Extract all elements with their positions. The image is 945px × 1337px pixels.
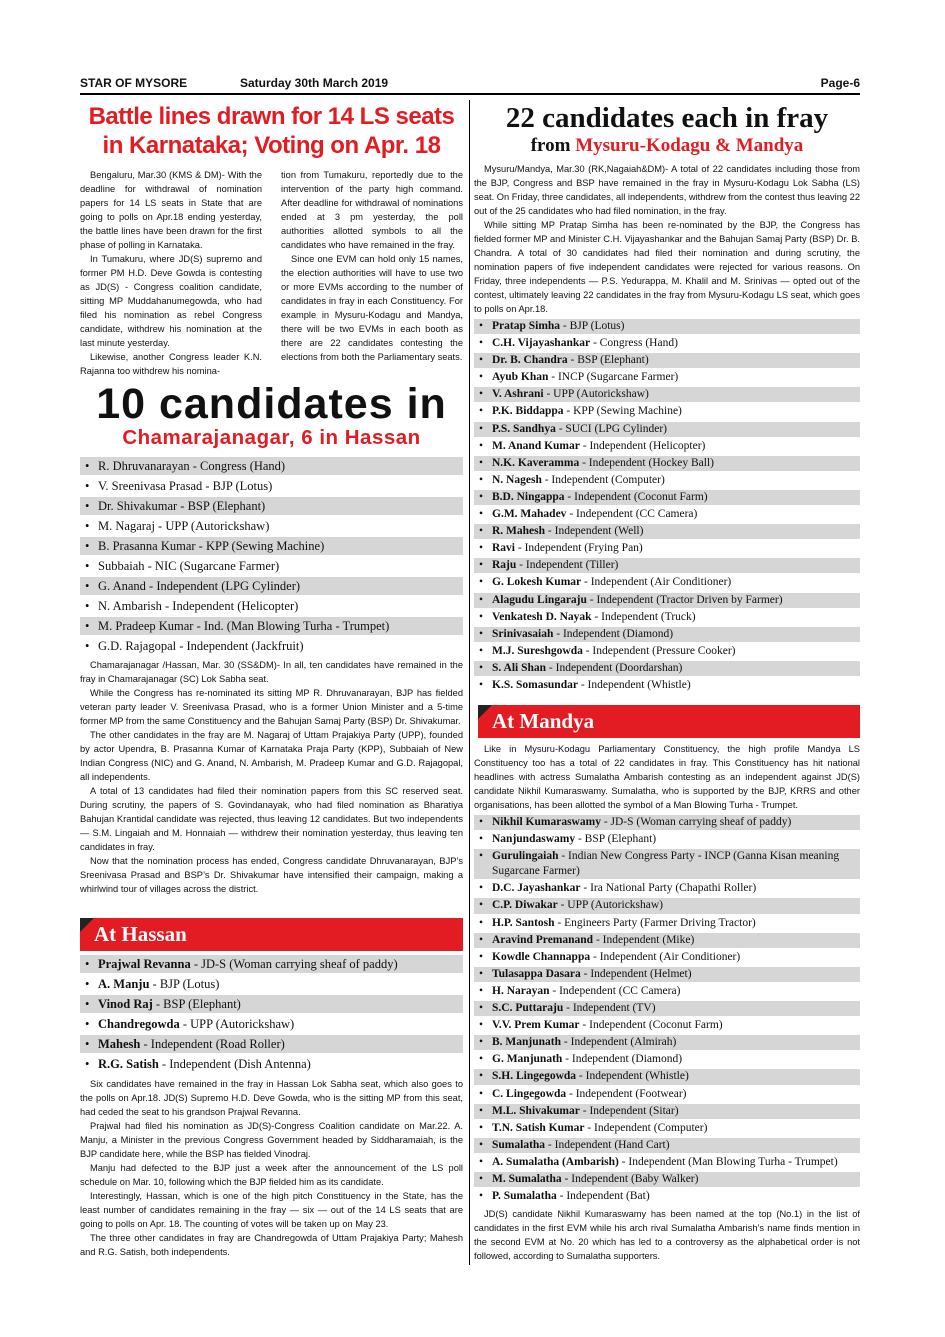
paragraph: Bengaluru, Mar.30 (KMS & DM)- With the deadline for withdrawal of nomination papers for 14 LS seats in State that are going to polls on Apr.18 ending yesterday, the battle lines have been drawn for the first phase of polling in Karnataka. xyxy=(80,170,262,250)
battle-headline-line1: Battle lines drawn for 14 LS seats xyxy=(88,103,455,130)
candidate-item xyxy=(474,439,860,454)
mandya-closing xyxy=(474,1207,860,1263)
candidate-party-symbol: - INCP (Sugarcane Farmer) xyxy=(548,371,679,384)
candidate-item: • G.D. Rajagopal - Independent (Jackfruit) xyxy=(80,637,463,655)
candidate-item xyxy=(474,984,860,999)
candidate-item: • V. Sreenivasa Prasad - BJP (Lotus) xyxy=(80,477,463,495)
paragraph: A total of 13 candidates had filed their nomination papers from this SC reserved seat. During scrutiny, the papers of S. Govindanayak, who had filed nomination as Bharatiya Bahujan Krantidal candidate was rejected, thus leaving 12 candidates. But two independents — S.M. Lingaiah and M. Honnaiah — withdrew their nomination yesterday, thus leaving ten candidates in fray. xyxy=(80,786,463,852)
candidate-name: Raju xyxy=(492,559,517,572)
candidate-item: • M. Nagaraj - UPP (Autorickshaw) xyxy=(80,517,463,535)
candidate-party-symbol: - Congress (Hand) xyxy=(590,337,678,350)
candidate-name: D.C. Jayashankar xyxy=(492,882,581,895)
candidate-party-symbol: - Independent (Diamond) xyxy=(562,1053,683,1066)
candidate-party-symbol: - SUCI (LPG Cylinder) xyxy=(555,422,667,435)
candidate-name: Sumalatha xyxy=(492,1138,546,1151)
candidate-item: • B. Prasanna Kumar - KPP (Sewing Machine) xyxy=(80,537,463,555)
candidate-item xyxy=(474,678,860,693)
candidate-item xyxy=(474,353,860,368)
candidate-item xyxy=(474,832,860,847)
candidate-party-symbol: - Independent (Man Blowing Turha - Trumpet) xyxy=(618,1155,838,1168)
candidate-name: Venkatesh D. Nayak xyxy=(492,610,592,623)
paragraph: Since one EVM can hold only 15 names, the election authorities will have to use two or more EVMs according to the number of candidates in fray in each Constituency. For example in Mysuru-Kodagu and Mandya, there will be two EVMs in each booth as there are 22 candidates contesting the elections from both the Parliamentary seats. xyxy=(281,254,463,362)
paragraph: Like in Mysuru-Kodagu Parliamentary Constituency, the high profile Mandya LS Constituency too has a total of 22 candidates in fray. This Constituency has hit national headlines with actress Sumalatha Ambarish contesting as an independent against JD(S) candidate Nikhil Kumaraswamy. Sumalatha, who is supported by the BJP, KRRS and other organisations, has been allotted the symbol of a Man Blowing Turha - Trumpet. xyxy=(474,744,860,810)
mandya-body xyxy=(474,742,860,812)
candidate-name: Aravind Premanand xyxy=(492,933,594,946)
candidate-party-symbol: - Independent (Whistle) xyxy=(576,1070,689,1083)
hassan-candidate-list xyxy=(80,955,463,1073)
candidate-party-symbol: - Independent (Dish Antenna) xyxy=(158,1057,311,1071)
candidate-item xyxy=(80,1055,463,1073)
candidate-party-symbol: - Independent (TV) xyxy=(563,1002,656,1015)
candidate-name: Dr. B. Chandra xyxy=(492,354,568,367)
hassan-article xyxy=(80,955,463,1259)
candidate-item xyxy=(474,456,860,471)
candidate-party-symbol: - UPP (Autorickshaw) xyxy=(179,1017,295,1031)
mysuru-article xyxy=(474,102,860,695)
paragraph: The other candidates in the fray are M. Nagaraj of Uttam Prajakiya Party (UPP), founded by actor Upendra, B. Prasanna Kumar of Karnataka Praja Party (KPP), Subbaiah of New Indian Congress (NIC) and G. Anand, N. Ambarish, M. Pradeep Kumar and G.D. Rajagopal, all independents. xyxy=(80,730,463,782)
mandya-banner-title: At Mandya xyxy=(492,709,595,733)
candidate-party-symbol: - Independent (Helmet) xyxy=(580,967,692,980)
candidate-name: C.P. Diwakar xyxy=(492,899,558,912)
candidate-name: S.H. Lingegowda xyxy=(492,1070,577,1083)
candidate-item xyxy=(474,524,860,539)
battle-body-col1 xyxy=(80,168,262,378)
candidate-item xyxy=(80,1035,463,1053)
candidate-party-symbol: - Independent (Truck) xyxy=(591,610,696,623)
candidate-name: G. Lokesh Kumar xyxy=(492,576,582,589)
candidate-party-symbol: - UPP (Autorickshaw) xyxy=(557,899,664,912)
candidate-name: M. Anand Kumar xyxy=(492,439,580,452)
hassan-banner xyxy=(80,918,463,951)
candidate-name: K.S. Somasundar xyxy=(492,678,578,691)
candidate-item xyxy=(474,644,860,659)
mandya-article xyxy=(474,742,860,1263)
candidate-name: V.V. Prem Kumar xyxy=(492,1019,580,1032)
paragraph: While the Congress has re-nominated its sitting MP R. Dhruvanarayan, BJP has fielded veteran party leader V. Sreenivasa Prasad, who is a former Union Minister and a 5-time former MP from the same Constituency and the Bahujan Samaj Party (BSP) Dr. Shivakumar. xyxy=(80,688,463,726)
candidate-item xyxy=(474,507,860,522)
candidate-party-symbol: - Independent (Air Conditioner) xyxy=(581,576,732,589)
paragraph: The three other candidates in fray are Chandregowda of Uttam Prajakiya Party; Mahesh and R.G. Satish, both independents. xyxy=(80,1233,463,1257)
banner-corner xyxy=(478,705,492,719)
mysuru-candidate-list xyxy=(474,319,860,693)
candidate-item xyxy=(80,995,463,1013)
candidate-name: Mahesh xyxy=(98,1037,141,1051)
candidate-party-symbol: - BJP (Lotus) xyxy=(149,977,220,991)
paragraph: Chamarajanagar /Hassan, Mar. 30 (SS&DM)- In all, ten candidates have remained in the fray in Chamarajanagar (SC) Lok Sabha seat. xyxy=(80,660,463,684)
candidate-item xyxy=(80,1015,463,1033)
candidate-item xyxy=(80,975,463,993)
candidate-item xyxy=(474,1018,860,1033)
candidate-name: Chandregowda xyxy=(98,1017,180,1031)
paragraph: In Tumakuru, where JD(S) supremo and former PM H.D. Deve Gowda is contesting as JD(S) - Congress coalition candidate, sitting MP Muddahanumegowda, who had filed his nomination as rebel Congress candidate, withdrew his nomination at the last minute yesterday. xyxy=(80,254,262,348)
candidate-item xyxy=(474,422,860,437)
candidate-item: • R. Dhruvanarayan - Congress (Hand) xyxy=(80,457,463,475)
candidate-party-symbol: - Independent (Coconut Farm) xyxy=(579,1019,723,1032)
candidate-party-symbol: - Independent (Baby Walker) xyxy=(561,1172,699,1185)
candidate-item xyxy=(474,404,860,419)
paragraph: While sitting MP Pratap Simha has been re-nominated by the BJP, the Congress has fielded former MP and Minister C.H. Vijayashankar and the Bahujan Samaj Party (BSP) Dr. B. Chandra. A total of 30 candidates had filed their nomination and during scrutiny, the nomination papers of five independent candidates were rejected for various reasons. On Friday, three independents — P.S. Yedurappa, M. Khalil and M. Srinivas — opted out of the contest, ultimately leaving 22 candidates in the fray from Mysuru-Kodagu LS seat, which goes to polls on Apr.18. xyxy=(474,220,860,314)
candidate-item xyxy=(474,1052,860,1067)
paragraph: Interestingly, Hassan, which is one of the high pitch Constituency in the State, has the least number of candidates remaining in the fray — six — out of the 14 LS seats that are going to polls on Apr. 18. The counting of votes will be taken up on May 23. xyxy=(80,1191,463,1229)
paragraph: Likewise, another Congress leader K.N. Rajanna too withdrew his nomina- xyxy=(80,352,262,376)
candidate-item: • N. Ambarish - Independent (Helicopter) xyxy=(80,597,463,615)
candidate-party-symbol: - Independent (Well) xyxy=(545,525,644,538)
candidate-name: M.L. Shivakumar xyxy=(492,1104,580,1117)
candidate-name: R.G. Satish xyxy=(98,1057,159,1071)
cham-headline-line1: 10 candidates in xyxy=(96,380,447,428)
paragraph: tion from Tumakuru, reportedly due to the intervention of the party high command. After deadline for withdrawal of nominations ended at 3 pm yesterday, the poll authorities allotted symbols to all the candidates who have remained in the fray. xyxy=(281,170,463,250)
candidate-item xyxy=(474,1069,860,1084)
candidate-name: Nikhil Kumaraswamy xyxy=(492,816,601,828)
mandya-candidate-list xyxy=(474,815,860,1204)
candidate-party-symbol: - Indian New Congress Party - INCP (Ganna Kisan meaning Sugarcane Farmer) xyxy=(492,850,840,878)
candidate-item xyxy=(474,541,860,556)
candidate-item xyxy=(474,1104,860,1119)
candidate-party-symbol: - Independent (Diamond) xyxy=(553,627,674,640)
mysuru-body xyxy=(474,162,860,316)
candidate-name: N. Nagesh xyxy=(492,473,542,486)
candidate-name: S.C. Puttaraju xyxy=(492,1002,564,1015)
candidate-party-symbol: - Independent (Computer) xyxy=(541,473,665,486)
candidate-item xyxy=(474,1035,860,1050)
candidate-item xyxy=(474,881,860,896)
candidate-party-symbol: - BJP (Lotus) xyxy=(560,320,625,332)
candidate-item: • Dr. Shivakumar - BSP (Elephant) xyxy=(80,497,463,515)
candidate-name: B.D. Ningappa xyxy=(492,490,565,503)
candidate-item xyxy=(474,1172,860,1187)
cham-body xyxy=(80,658,463,896)
cham-headline-line2: Chamarajanagar, 6 in Hassan xyxy=(122,426,421,449)
candidate-party-symbol: - JD-S (Woman carrying sheaf of paddy) xyxy=(190,957,398,971)
candidate-item: • M. Pradeep Kumar - Ind. (Man Blowing Turha - Trumpet) xyxy=(80,617,463,635)
candidate-name: V. Ashrani xyxy=(492,388,544,401)
candidate-name: Kowdle Channappa xyxy=(492,950,591,963)
paragraph: JD(S) candidate Nikhil Kumaraswamy has been named at the top (No.1) in the list of candidates in the first EVM while his arch rival Sumalatha Ambarish’s name finds mention in the second EVM at No. 20 which has led to a controversy as the alphabetical order is not followed, according to Sumalatha supporters. xyxy=(474,1209,860,1262)
page-header xyxy=(80,76,860,92)
battle-headline-line2: in Karnataka; Voting on Apr. 18 xyxy=(102,132,441,159)
candidate-item xyxy=(474,1189,860,1204)
candidate-party-symbol: - BSP (Elephant) xyxy=(575,833,657,846)
candidate-party-symbol: - Independent (Frying Pan) xyxy=(515,542,643,555)
candidate-item xyxy=(474,967,860,982)
candidate-name: M.J. Sureshgowda xyxy=(492,644,583,657)
candidate-item: • G. Anand - Independent (LPG Cylinder) xyxy=(80,577,463,595)
candidate-name: Tulasappa Dasara xyxy=(492,967,581,980)
candidate-item xyxy=(474,815,860,830)
candidate-item xyxy=(474,916,860,931)
candidate-item xyxy=(474,473,860,488)
candidate-item xyxy=(474,933,860,948)
headline-prefix: from xyxy=(530,135,576,156)
issue-date: Saturday 30th March 2019 xyxy=(240,76,389,90)
battle-lines-article xyxy=(80,102,463,378)
candidate-item xyxy=(474,370,860,385)
candidate-party-symbol: - KPP (Sewing Machine) xyxy=(563,405,682,418)
candidate-name: Gurulingaiah xyxy=(492,850,559,863)
candidate-name: Ravi xyxy=(492,542,515,555)
candidate-item xyxy=(474,627,860,642)
mysuru-headline-line2 xyxy=(474,134,860,158)
candidate-party-symbol: - Ira National Party (Chapathi Roller) xyxy=(580,882,757,895)
candidate-party-symbol: - Independent (Bat) xyxy=(556,1190,650,1203)
mandya-banner xyxy=(478,705,860,738)
candidate-party-symbol: - Independent (Hockey Ball) xyxy=(579,456,714,469)
candidate-name: A. Manju xyxy=(98,977,150,991)
candidate-item xyxy=(474,898,860,913)
candidate-name: C. Lingegowda xyxy=(492,1087,567,1100)
candidate-name: Vinod Raj xyxy=(98,997,153,1011)
candidate-item xyxy=(474,387,860,402)
candidate-name: Pratap Simha xyxy=(492,320,561,332)
candidate-name: H. Narayan xyxy=(492,984,550,997)
candidate-party-symbol: - Independent (Sitar) xyxy=(579,1104,679,1117)
candidate-item xyxy=(474,1001,860,1016)
candidate-name: Nanjundaswamy xyxy=(492,833,576,846)
newspaper-name: STAR OF MYSORE xyxy=(80,76,188,90)
paragraph: Manju had defected to the BJP just a week after the announcement of the LS poll schedule on Mar. 10, following which the BJP fielded him as its candidate. xyxy=(80,1163,463,1187)
candidate-party-symbol: - Independent (CC Camera) xyxy=(566,508,698,521)
candidate-party-symbol: - Independent (Almirah) xyxy=(561,1036,677,1049)
candidate-name: P.K. Biddappa xyxy=(492,405,564,418)
candidate-item xyxy=(474,593,860,608)
candidate-name: Srinivasaiah xyxy=(492,627,554,640)
candidate-party-symbol: - Independent (Helicopter) xyxy=(579,439,706,452)
candidate-name: Prajwal Revanna xyxy=(98,957,191,971)
candidate-name: P.S. Sandhya xyxy=(492,422,556,435)
cham-candidate-list xyxy=(80,457,463,655)
candidate-party-symbol: - Independent (Pressure Cooker) xyxy=(582,644,736,657)
candidate-party-symbol: - Engineers Party (Farmer Driving Tractor) xyxy=(554,916,756,929)
header-rule xyxy=(80,93,860,95)
candidate-party-symbol: - JD-S (Woman carrying sheaf of paddy) xyxy=(600,816,792,828)
candidate-item xyxy=(474,610,860,625)
candidate-item xyxy=(474,490,860,505)
candidate-name: H.P. Santosh xyxy=(492,916,555,929)
candidate-name: A. Sumalatha (Ambarish) xyxy=(492,1155,619,1168)
candidate-party-symbol: - Independent (Tractor Driven by Farmer) xyxy=(586,593,783,606)
candidate-name: R. Mahesh xyxy=(492,525,546,538)
paragraph: Six candidates have remained in the fray in Hassan Lok Sabha seat, which also goes to the polls on Apr.18. JD(S) Supremo H.D. Deve Gowda, who is the sitting MP from this seat, had ceded the seat to his grandson Prajwal Revanna. xyxy=(80,1079,463,1117)
candidate-party-symbol: - Independent (Air Conditioner) xyxy=(590,950,741,963)
page-number: Page-6 xyxy=(820,76,860,90)
candidate-name: N.K. Kaveramma xyxy=(492,456,580,469)
candidate-item xyxy=(474,336,860,351)
column-divider xyxy=(469,100,470,1265)
candidate-party-symbol: - Independent (Tiller) xyxy=(516,559,619,572)
hassan-banner-title: At Hassan xyxy=(94,922,187,946)
candidate-item xyxy=(474,575,860,590)
battle-body-col2 xyxy=(281,168,463,378)
candidate-party-symbol: - Independent (Mike) xyxy=(593,933,695,946)
candidate-name: G.M. Mahadev xyxy=(492,508,567,521)
candidate-item xyxy=(474,661,860,676)
candidate-item xyxy=(474,849,860,879)
candidate-party-symbol: - BSP (Elephant) xyxy=(567,354,649,367)
headline-constituencies: Mysuru-Kodagu & Mandya xyxy=(575,135,804,156)
candidate-name: G. Manjunath xyxy=(492,1053,563,1066)
candidate-name: T.N. Satish Kumar xyxy=(492,1121,585,1134)
candidate-item xyxy=(474,1121,860,1136)
candidate-party-symbol: - Independent (CC Camera) xyxy=(549,984,681,997)
candidate-item xyxy=(474,1138,860,1153)
candidate-party-symbol: - Independent (Footwear) xyxy=(566,1087,687,1100)
mysuru-headline-line1: 22 candidates each in fray xyxy=(505,102,829,134)
banner-corner xyxy=(80,918,94,932)
candidate-item xyxy=(474,319,860,334)
battle-body xyxy=(80,168,463,378)
candidate-item xyxy=(474,1087,860,1102)
candidate-party-symbol: - Independent (Whistle) xyxy=(577,678,691,691)
candidate-item: • Subbaiah - NIC (Sugarcane Farmer) xyxy=(80,557,463,575)
candidate-name: Alagudu Lingaraju xyxy=(492,593,587,606)
hassan-body xyxy=(80,1077,463,1259)
candidate-item xyxy=(474,1155,860,1170)
candidate-party-symbol: - Independent (Coconut Farm) xyxy=(564,490,708,503)
candidate-party-symbol: - Independent (Computer) xyxy=(584,1121,708,1134)
candidate-party-symbol: - BSP (Elephant) xyxy=(152,997,241,1011)
candidate-name: P. Sumalatha xyxy=(492,1190,557,1203)
candidate-name: S. Ali Shan xyxy=(492,661,547,674)
chamarajanagar-article xyxy=(80,382,463,896)
candidate-party-symbol: - Independent (Road Roller) xyxy=(140,1037,285,1051)
candidate-name: Ayub Khan xyxy=(492,371,549,384)
candidate-name: B. Manjunath xyxy=(492,1036,562,1049)
candidate-party-symbol: - Independent (Hand Cart) xyxy=(545,1138,670,1151)
candidate-party-symbol: - Independent (Doordarshan) xyxy=(546,661,683,674)
paragraph: Prajwal had filed his nomination as JD(S)-Congress Coalition candidate on Mar.22. A. Manju, a Minister in the previous Congress Government headed by Siddharamaiah, is the BJP candidate here, while the BSP has fielded Vinodraj. xyxy=(80,1121,463,1159)
paragraph: Mysuru/Mandya, Mar.30 (RK,Nagaiah&DM)- A total of 22 candidates including those from the BJP, Congress and BSP have remained in the fray in Mysuru-Kodagu Lok Sabha (LS) seat. On Friday, three candidates, all independents, withdrew from the contest thus leaving 22 out of the 25 candidates who had filed nomination, in the fray. xyxy=(474,164,860,216)
candidate-item xyxy=(80,955,463,973)
candidate-name: M. Sumalatha xyxy=(492,1172,562,1185)
paragraph: Now that the nomination process has ended, Congress candidate Dhruvanarayan, BJP’s Sreenivasa Prasad and BSP’s Dr. Shivakumar have intensified their campaign, making a whirlwind tour of villages across the district. xyxy=(80,856,463,894)
candidate-item xyxy=(474,950,860,965)
candidate-name: C.H. Vijayashankar xyxy=(492,337,591,350)
candidate-item xyxy=(474,558,860,573)
candidate-party-symbol: - UPP (Autorickshaw) xyxy=(543,388,649,401)
